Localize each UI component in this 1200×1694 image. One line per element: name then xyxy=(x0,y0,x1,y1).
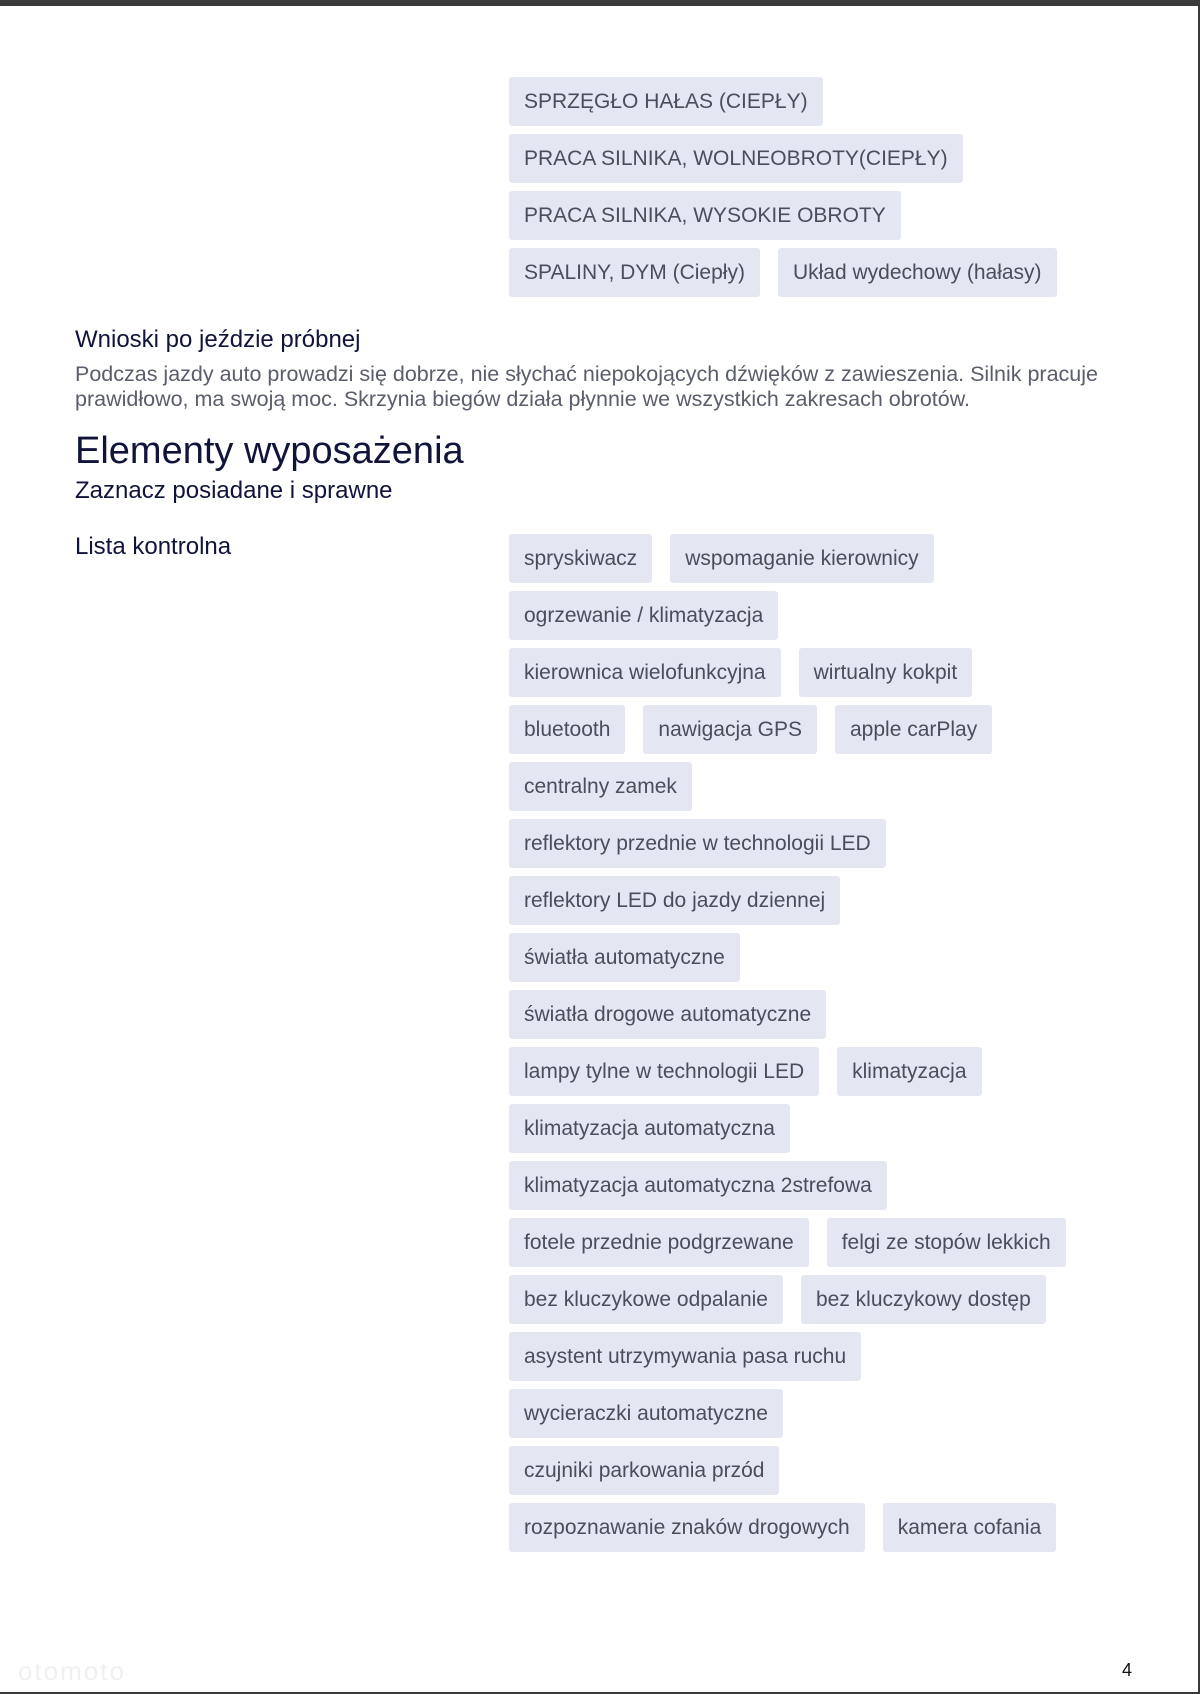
tag: kamera cofania xyxy=(883,1503,1057,1552)
top-border xyxy=(0,0,1200,6)
tag: fotele przednie podgrzewane xyxy=(509,1218,809,1267)
tag: SPRZĘGŁO HAŁAS (CIEPŁY) xyxy=(509,77,823,126)
tag: wycieraczki automatyczne xyxy=(509,1389,783,1438)
tag: światła drogowe automatyczne xyxy=(509,990,826,1039)
tag: bez kluczykowy dostęp xyxy=(801,1275,1046,1324)
checklist-label: Lista kontrolna xyxy=(75,533,232,560)
tag: reflektory LED do jazdy dziennej xyxy=(509,876,840,925)
equipment-tag-list xyxy=(509,534,1109,1560)
tag: nawigacja GPS xyxy=(643,705,817,754)
tag: bez kluczykowe odpalanie xyxy=(509,1275,783,1324)
tag: kierownica wielofunkcyjna xyxy=(509,648,781,697)
tag: klimatyzacja automatyczna 2strefowa xyxy=(509,1161,887,1210)
equipment-heading: Elementy wyposażenia xyxy=(75,430,464,472)
tag: reflektory przednie w technologii LED xyxy=(509,819,886,868)
equipment-subheading: Zaznacz posiadane i sprawne xyxy=(75,477,393,504)
tag: wirtualny kokpit xyxy=(799,648,973,697)
tag: klimatyzacja xyxy=(837,1047,981,1096)
tag: SPALINY, DYM (Ciepły) xyxy=(509,248,760,297)
tag: czujniki parkowania przód xyxy=(509,1446,779,1495)
tag: wspomaganie kierownicy xyxy=(670,534,933,583)
conclusions-text: Podczas jazdy auto prowadzi się dobrze, nie słychać niepokojących dźwięków z zawieszenia. Silnik pracuje prawidłowo, ma swoją moc. Skrzynia biegów działa płynnie we wszystkich zakresach obrotów. xyxy=(75,362,1098,411)
test-drive-tag-list xyxy=(509,77,1109,305)
tag: klimatyzacja automatyczna xyxy=(509,1104,790,1153)
page-number: 4 xyxy=(1121,1660,1132,1680)
tag: ogrzewanie / klimatyzacja xyxy=(509,591,778,640)
tag: rozpoznawanie znaków drogowych xyxy=(509,1503,865,1552)
tag: bluetooth xyxy=(509,705,625,754)
tag: PRACA SILNIKA, WYSOKIE OBROTY xyxy=(509,191,901,240)
tag: światła automatyczne xyxy=(509,933,740,982)
tag: felgi ze stopów lekkich xyxy=(827,1218,1066,1267)
tag: apple carPlay xyxy=(835,705,992,754)
watermark-logo: otomoto xyxy=(18,1656,126,1686)
tag: centralny zamek xyxy=(509,762,692,811)
tag: lampy tylne w technologii LED xyxy=(509,1047,819,1096)
tag: asystent utrzymywania pasa ruchu xyxy=(509,1332,861,1381)
tag: Układ wydechowy (hałasy) xyxy=(778,248,1057,297)
conclusions-heading: Wnioski po jeździe próbnej xyxy=(75,326,361,353)
tag: spryskiwacz xyxy=(509,534,652,583)
tag: PRACA SILNIKA, WOLNEOBROTY(CIEPŁY) xyxy=(509,134,963,183)
